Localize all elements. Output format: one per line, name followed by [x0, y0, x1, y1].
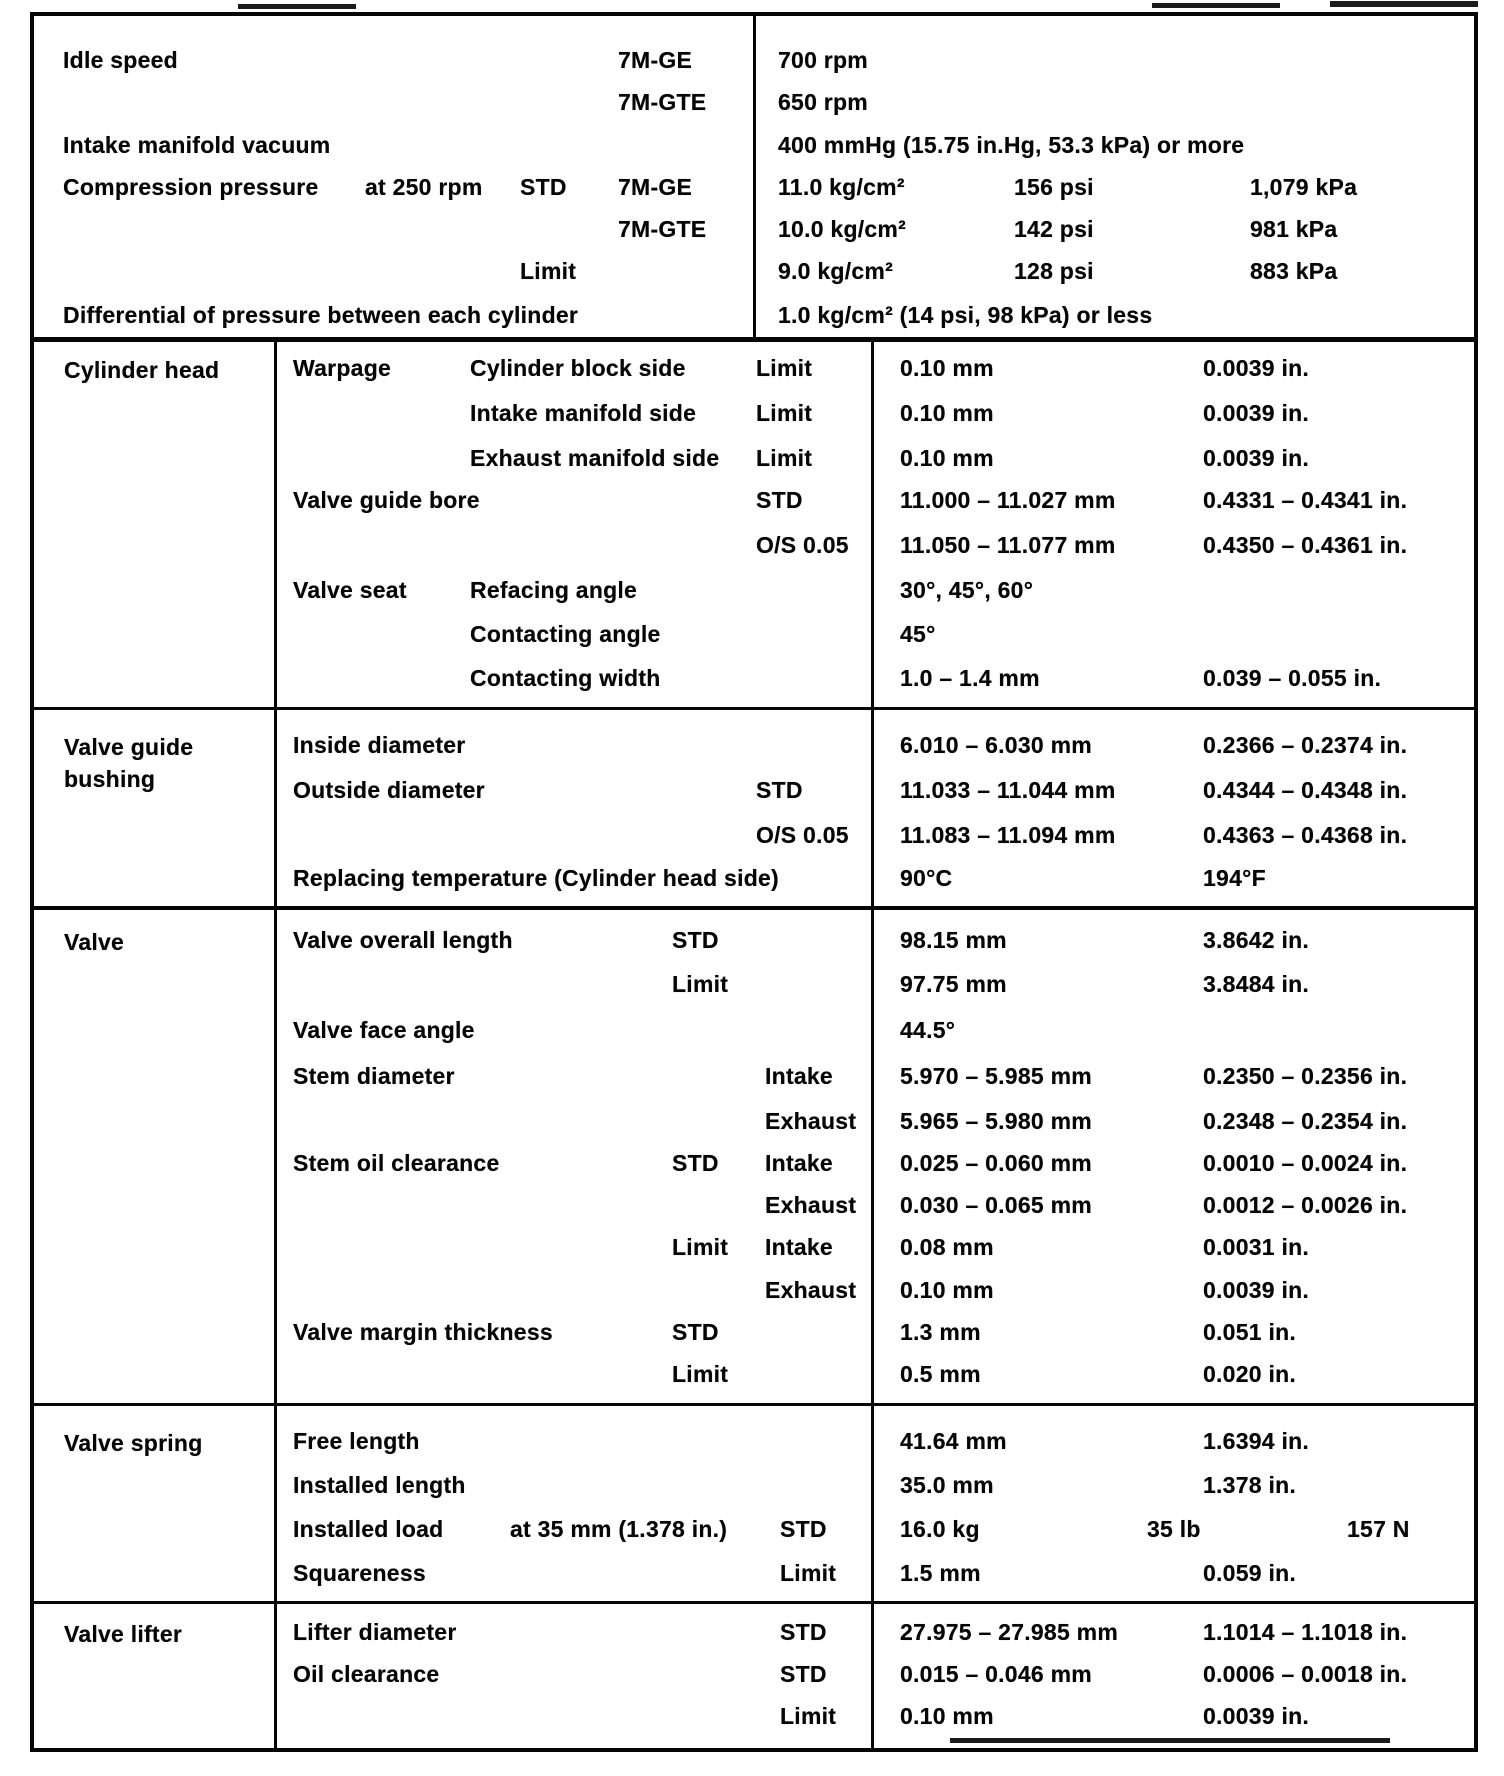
- spec-cell-inch: 0.2348 – 0.2354 in.: [1203, 1108, 1408, 1134]
- scan-artifact: [238, 4, 356, 9]
- spec-cell-l1: Valve seat: [293, 577, 407, 603]
- spec-cell-metric: 11.050 – 11.077 mm: [900, 532, 1116, 558]
- spec-cell-metric: 97.75 mm: [900, 971, 1007, 997]
- spec-cell-qD: Limit: [780, 1560, 837, 1586]
- spec-cell-metric: 0.10 mm: [900, 445, 994, 471]
- spec-cell-metric: 1.0 – 1.4 mm: [900, 665, 1040, 691]
- spec-cell-metric: 0.10 mm: [900, 400, 994, 426]
- spec-cell-qB: STD: [756, 487, 803, 513]
- spec-cell-inch: 1.6394 in.: [1203, 1428, 1310, 1454]
- spec-cell-inch: 0.0039 in.: [1203, 400, 1310, 426]
- spec-cell-inch: 3.8484 in.: [1203, 971, 1310, 997]
- spec-cell-io: Exhaust: [765, 1108, 857, 1134]
- spec-cell-qB: Limit: [756, 400, 813, 426]
- top-cell-v1: 700 rpm: [778, 47, 868, 73]
- spec-cell-metric: 41.64 mm: [900, 1428, 1007, 1454]
- component-label: Valve: [64, 929, 125, 955]
- top-cell-v2: 128 psi: [1014, 258, 1094, 284]
- top-cell-v3: 883 kPa: [1250, 258, 1338, 284]
- spec-cell-metric: 98.15 mm: [900, 927, 1007, 953]
- spec-cell-qD: Limit: [780, 1703, 837, 1729]
- spec-cell-qB: STD: [756, 777, 803, 803]
- spec-cell-metric: 1.3 mm: [900, 1319, 981, 1345]
- spec-cell-l1: Oil clearance: [293, 1661, 440, 1687]
- spec-cell-qA: STD: [672, 1150, 719, 1176]
- spec-cell-metric: 0.015 – 0.046 mm: [900, 1661, 1092, 1687]
- top-cell-v1: 1.0 kg/cm² (14 psi, 98 kPa) or less: [778, 302, 1153, 328]
- spec-cell-inch: 0.4363 – 0.4368 in.: [1203, 822, 1408, 848]
- spec-cell-inch: 0.0012 – 0.0026 in.: [1203, 1192, 1408, 1218]
- top-cell-v1: 9.0 kg/cm²: [778, 258, 893, 284]
- component-label: Cylinder head: [64, 357, 220, 383]
- spec-cell-l1: Warpage: [293, 355, 392, 381]
- value-column-divider: [871, 337, 874, 1750]
- spec-cell-inch: 1.378 in.: [1203, 1472, 1297, 1498]
- spec-cell-inch: 0.0039 in.: [1203, 445, 1310, 471]
- top-cell-label: Differential of pressure between each cylinder: [63, 302, 579, 328]
- spec-cell-inch: 0.2350 – 0.2356 in.: [1203, 1063, 1408, 1089]
- top-cell-label: Intake manifold vacuum: [63, 132, 331, 158]
- top-cell-engine: 7M-GTE: [618, 216, 707, 242]
- spec-cell-metric: 11.083 – 11.094 mm: [900, 822, 1116, 848]
- spec-cell-metric: 11.033 – 11.044 mm: [900, 777, 1116, 803]
- spec-cell-inch: 0.2366 – 0.2374 in.: [1203, 732, 1408, 758]
- spec-cell-l1: Installed load: [293, 1516, 444, 1542]
- spec-cell-l2: Intake manifold side: [470, 400, 697, 426]
- spec-cell-metric: 0.025 – 0.060 mm: [900, 1150, 1092, 1176]
- spec-cell-metric: 0.5 mm: [900, 1361, 981, 1387]
- spec-cell-l1: Outside diameter: [293, 777, 485, 803]
- top-cell-v1: 10.0 kg/cm²: [778, 216, 907, 242]
- spec-cell-qB: O/S 0.05: [756, 532, 849, 558]
- spec-cell-inch: 1.1014 – 1.1018 in.: [1203, 1619, 1408, 1645]
- component-label: Valve guide bushing: [64, 734, 194, 792]
- top-cell-v1: 400 mmHg (15.75 in.Hg, 53.3 kPa) or more: [778, 132, 1245, 158]
- top-cell-label: Compression pressure: [63, 174, 319, 200]
- spec-cell-metric: 35.0 mm: [900, 1472, 994, 1498]
- spec-cell-inch: 0.0006 – 0.0018 in.: [1203, 1661, 1408, 1687]
- spec-cell-inch: 0.0031 in.: [1203, 1234, 1310, 1260]
- spec-cell-l1: Squareness: [293, 1560, 426, 1586]
- spec-cell-metric: 0.030 – 0.065 mm: [900, 1192, 1092, 1218]
- spec-cell-l1: Stem oil clearance: [293, 1150, 500, 1176]
- top-cell-q: Limit: [520, 258, 577, 284]
- spec-cell-metric: 0.10 mm: [900, 1703, 994, 1729]
- spec-cell-inch: 0.0039 in.: [1203, 355, 1310, 381]
- spec-cell-inch: 0.0010 – 0.0024 in.: [1203, 1150, 1408, 1176]
- spec-cell-qD: STD: [780, 1661, 827, 1687]
- spec-cell-metric: 11.000 – 11.027 mm: [900, 487, 1116, 513]
- spec-cell-l2: Refacing angle: [470, 577, 638, 603]
- spec-cell-l1: Valve guide bore: [293, 487, 480, 513]
- spec-cell-qA: Limit: [672, 1361, 729, 1387]
- spec-cell-inch: 0.4350 – 0.4361 in.: [1203, 532, 1408, 558]
- scan-artifact: [1330, 1, 1478, 7]
- spec-cell-inch: 194°F: [1203, 865, 1266, 891]
- spec-cell-inch: 0.039 – 0.055 in.: [1203, 665, 1382, 691]
- spec-cell-l1: Inside diameter: [293, 732, 466, 758]
- spec-cell-io: Intake: [765, 1063, 833, 1089]
- spec-cell-metric: 0.10 mm: [900, 355, 994, 381]
- spec-cell-qD: STD: [780, 1516, 827, 1542]
- spec-cell-lb: 35 lb: [1147, 1516, 1201, 1542]
- spec-cell-inch: 0.0039 in.: [1203, 1277, 1310, 1303]
- spec-cell-metric: 27.975 – 27.985 mm: [900, 1619, 1119, 1645]
- spec-cell-inch: 0.4331 – 0.4341 in.: [1203, 487, 1408, 513]
- spec-cell-inch: 3.8642 in.: [1203, 927, 1310, 953]
- spec-cell-metric: 44.5°: [900, 1017, 956, 1043]
- spec-cell-l1: Free length: [293, 1428, 420, 1454]
- spec-cell-qA: Limit: [672, 1234, 729, 1260]
- spec-cell-metric: 30°, 45°, 60°: [900, 577, 1034, 603]
- spec-cell-qB: O/S 0.05: [756, 822, 849, 848]
- top-cell-v1: 11.0 kg/cm²: [778, 174, 905, 200]
- spec-cell-l1: Installed length: [293, 1472, 466, 1498]
- spec-cell-l1: Valve face angle: [293, 1017, 475, 1043]
- spec-cell-io: Exhaust: [765, 1277, 857, 1303]
- top-cell-v3: 981 kPa: [1250, 216, 1338, 242]
- top-cell-v1: 650 rpm: [778, 89, 868, 115]
- spec-cell-metric: 0.10 mm: [900, 1277, 994, 1303]
- spec-cell-n: 157 N: [1347, 1516, 1410, 1542]
- spec-cell-metric: 6.010 – 6.030 mm: [900, 732, 1092, 758]
- section-divider: [30, 1403, 1478, 1406]
- spec-cell-metric: 90°C: [900, 865, 953, 891]
- section-divider: [30, 1601, 1478, 1604]
- spec-cell-io: Exhaust: [765, 1192, 857, 1218]
- component-label: Valve spring: [64, 1430, 203, 1456]
- spec-cell-qB: Limit: [756, 445, 813, 471]
- spec-cell-qA: STD: [672, 1319, 719, 1345]
- spec-cell-l1: Stem diameter: [293, 1063, 455, 1089]
- spec-cell-l1: Lifter diameter: [293, 1619, 457, 1645]
- component-label: Valve lifter: [64, 1621, 183, 1647]
- spec-cell-qA: Limit: [672, 971, 729, 997]
- top-cell-v2: 142 psi: [1014, 216, 1094, 242]
- top-cell-v2: 156 psi: [1014, 174, 1094, 200]
- spec-cell-qA: STD: [672, 927, 719, 953]
- top-cell-engine: 7M-GE: [618, 174, 693, 200]
- spec-cell-metric: 5.970 – 5.985 mm: [900, 1063, 1092, 1089]
- section-divider: [30, 337, 1478, 342]
- component-column-divider: [274, 337, 277, 1750]
- spec-cell-l1: Valve overall length: [293, 927, 513, 953]
- spec-cell-load: at 35 mm (1.378 in.): [510, 1516, 728, 1542]
- top-cell-v3: 1,079 kPa: [1250, 174, 1358, 200]
- spec-cell-metric: 5.965 – 5.980 mm: [900, 1108, 1092, 1134]
- spec-cell-inch: 0.051 in.: [1203, 1319, 1297, 1345]
- spec-cell-io: Intake: [765, 1234, 833, 1260]
- spec-cell-qD: STD: [780, 1619, 827, 1645]
- spec-cell-metric: 1.5 mm: [900, 1560, 981, 1586]
- top-cell-label: Idle speed: [63, 47, 178, 73]
- spec-cell-l2: Contacting width: [470, 665, 661, 691]
- top-section-divider: [753, 12, 756, 341]
- spec-cell-l2: Cylinder block side: [470, 355, 686, 381]
- top-cell-q: STD: [520, 174, 567, 200]
- top-cell-mid: at 250 rpm: [365, 174, 483, 200]
- spec-cell-l1: Replacing temperature (Cylinder head side): [293, 865, 779, 891]
- spec-cell-l2: Exhaust manifold side: [470, 445, 720, 471]
- spec-cell-l1: Valve margin thickness: [293, 1319, 553, 1345]
- spec-cell-l2: Contacting angle: [470, 621, 661, 647]
- spec-cell-inch: 0.020 in.: [1203, 1361, 1297, 1387]
- spec-cell-io: Intake: [765, 1150, 833, 1176]
- spec-cell-inch: 0.0039 in.: [1203, 1703, 1310, 1729]
- section-divider: [30, 707, 1478, 710]
- top-cell-engine: 7M-GE: [618, 47, 693, 73]
- spec-cell-metric: 0.08 mm: [900, 1234, 994, 1260]
- spec-cell-qB: Limit: [756, 355, 813, 381]
- top-cell-engine: 7M-GTE: [618, 89, 707, 115]
- section-divider: [30, 906, 1478, 910]
- spec-cell-metric: 16.0 kg: [900, 1516, 980, 1542]
- spec-cell-metric: 45°: [900, 621, 936, 647]
- scan-artifact: [1152, 3, 1280, 8]
- spec-cell-inch: 0.059 in.: [1203, 1560, 1297, 1586]
- spec-cell-inch: 0.4344 – 0.4348 in.: [1203, 777, 1408, 803]
